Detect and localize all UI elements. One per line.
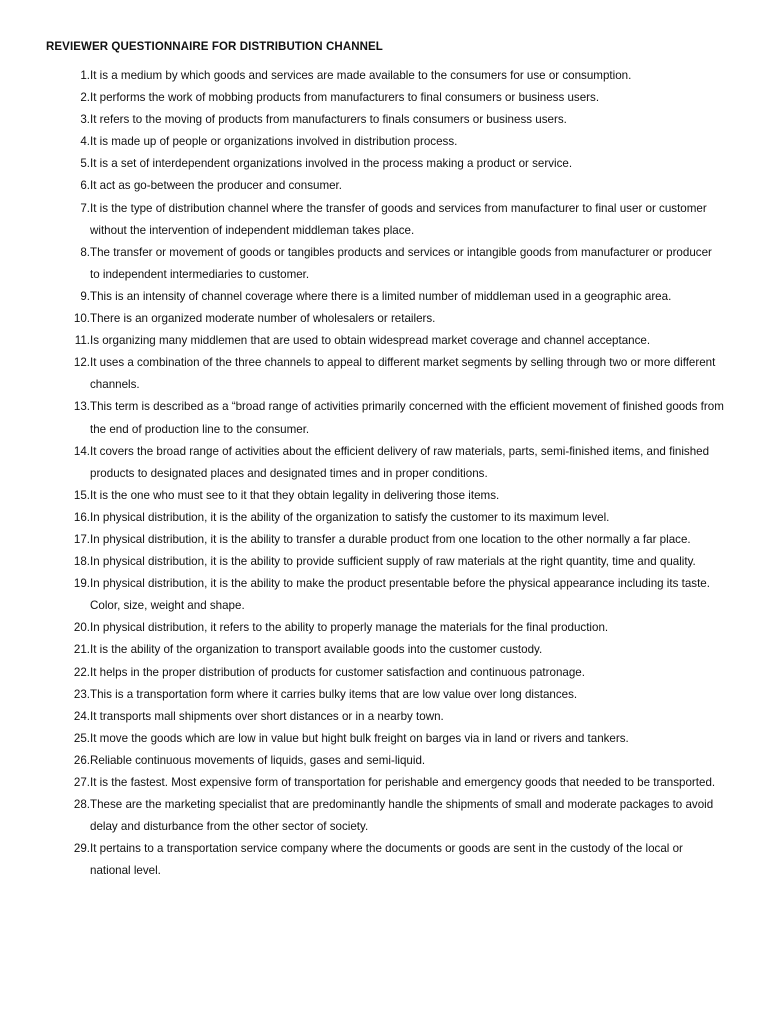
question-text: This is an intensity of channel coverage where there is a limited number of middleman used in a geographic area. — [90, 289, 672, 303]
question-text: It is a set of interdependent organizations involved in the process making a product or service. — [90, 157, 573, 171]
question-item — [46, 396, 724, 440]
question-number — [46, 507, 90, 529]
question-item — [46, 441, 724, 485]
question-item — [46, 507, 724, 529]
question-text: The transfer or movement of goods or tangibles products and services or intangible goods from manufacturer or producer to independent intermediaries to customer. — [90, 245, 712, 281]
question-number-label: 13. — [73, 400, 90, 414]
question-text: It uses a combination of the three channels to appeal to different market segments by selling through two or more different channels. — [90, 356, 716, 392]
question-number-label: 1. — [80, 69, 90, 82]
question-item — [46, 750, 724, 772]
question-text: In physical distribution, it is the ability of the organization to satisfy the customer to its maximum level. — [90, 510, 610, 524]
question-text: In physical distribution, it is the ability to make the product presentable before the physical appearance including its taste. Color, size, weight and shape. — [90, 577, 710, 613]
question-number — [46, 485, 90, 507]
question-text: It is a medium by which goods and services are made available to the consumers for use or consumption. — [90, 69, 632, 82]
page-title: REVIEWER QUESTIONNAIRE FOR DISTRIBUTION CHANNEL — [46, 41, 383, 53]
question-number-label: 16. — [73, 510, 90, 524]
question-number — [46, 684, 90, 706]
question-text: There is an organized moderate number of wholesalers or retailers. — [90, 312, 436, 326]
question-item — [46, 794, 724, 838]
question-item — [46, 838, 724, 882]
question-item — [46, 65, 724, 87]
question-number-label: 7. — [80, 201, 90, 215]
question-text: It refers to the moving of products from manufacturers to finals consumers or business users. — [90, 113, 567, 127]
question-text: Is organizing many middlemen that are used to obtain widespread market coverage and channel acceptance. — [90, 334, 651, 348]
question-item — [46, 308, 724, 330]
question-number — [46, 662, 90, 684]
question-item — [46, 352, 724, 396]
question-number — [46, 772, 90, 794]
question-number — [46, 573, 90, 595]
question-item — [46, 639, 724, 661]
question-number-label: 26. — [73, 753, 90, 767]
question-text: It is the one who must see to it that they obtain legality in delivering those items. — [90, 488, 500, 502]
question-number — [46, 87, 90, 109]
question-text: It performs the work of mobbing products from manufacturers to final consumers or business users. — [90, 91, 600, 105]
question-text: In physical distribution, it is the ability to transfer a durable product from one location to the other normally a far place. — [90, 532, 691, 546]
question-item — [46, 617, 724, 639]
question-number-label: 5. — [80, 157, 90, 171]
question-number — [46, 153, 90, 175]
question-text: It pertains to a transportation service company where the documents or goods are sent in the custody of the local or national level. — [90, 842, 683, 878]
question-number — [46, 131, 90, 153]
question-text: This term is described as a “broad range of activities primarily concerned with the efficient movement of finished goods from the end of production line to the consumer. — [90, 400, 724, 436]
question-number-label: 19. — [73, 577, 90, 591]
question-number-label: 23. — [73, 687, 90, 701]
question-number-label: 8. — [80, 245, 90, 259]
question-number — [46, 617, 90, 639]
question-number-label: 28. — [73, 798, 90, 812]
question-text: It act as go-between the producer and consumer. — [90, 179, 342, 193]
question-number — [46, 750, 90, 772]
question-number-label: 24. — [73, 709, 90, 723]
question-item — [46, 684, 724, 706]
question-number-label: 9. — [80, 289, 90, 303]
question-number-label: 14. — [73, 444, 90, 458]
question-text: In physical distribution, it refers to the ability to properly manage the materials for the final production. — [90, 621, 609, 635]
question-number — [46, 551, 90, 573]
question-number — [46, 639, 90, 661]
question-number-label: 15. — [73, 488, 90, 502]
question-text: It is made up of people or organizations involved in distribution process. — [90, 135, 458, 149]
question-number-label: 27. — [73, 776, 90, 789]
question-number — [46, 198, 90, 220]
question-item — [46, 242, 724, 286]
question-text: This is a transportation form where it carries bulky items that are low value over long distances. — [90, 687, 578, 701]
question-number-label: 29. — [73, 842, 90, 856]
question-number — [46, 396, 90, 418]
question-item — [46, 485, 724, 507]
question-text: It is the type of distribution channel where the transfer of goods and services from manufacturer to final user or customer without the intervention of independent middleman takes place. — [90, 201, 707, 237]
question-number — [46, 529, 90, 551]
question-number — [46, 330, 90, 352]
question-item — [46, 153, 724, 175]
question-item — [46, 706, 724, 728]
question-text: It is the fastest. Most expensive form of transportation for perishable and emergency goods that needed to be transported. — [90, 776, 716, 789]
question-item — [46, 330, 724, 352]
question-number-label: 21. — [73, 643, 90, 657]
question-number — [46, 352, 90, 374]
question-text: It covers the broad range of activities about the efficient delivery of raw materials, parts, semi-finished items, and finished products to designated places and designated times and in proper conditions. — [90, 444, 710, 480]
question-text: It move the goods which are low in value but hight bulk freight on barges via in land or rivers and tankers. — [90, 731, 629, 745]
question-item — [46, 772, 724, 794]
question-text: In physical distribution, it is the ability to provide sufficient supply of raw materials at the right quantity, time and quality. — [90, 555, 696, 569]
question-number — [46, 286, 90, 308]
question-number-label: 18. — [73, 555, 90, 569]
question-number — [46, 728, 90, 750]
question-number-label: 11. — [74, 334, 90, 348]
question-item — [46, 529, 724, 551]
question-number — [46, 838, 90, 860]
question-item — [46, 175, 724, 197]
question-item — [46, 198, 724, 242]
question-number-label: 12. — [73, 356, 90, 370]
question-number-label: 2. — [80, 91, 90, 105]
question-number-label: 6. — [80, 179, 90, 193]
question-number — [46, 706, 90, 728]
question-text: These are the marketing specialist that are predominantly handle the shipments of small and moderate packages to avoid delay and disturbance from the other sector of society. — [90, 798, 714, 834]
question-number — [46, 175, 90, 197]
question-number-label: 4. — [80, 135, 90, 149]
question-item — [46, 662, 724, 684]
question-text: It is the ability of the organization to transport available goods into the customer custody. — [90, 643, 543, 657]
question-item — [46, 109, 724, 131]
question-item — [46, 728, 724, 750]
question-item — [46, 551, 724, 573]
question-number-label: 25. — [73, 731, 90, 745]
question-number-label: 17. — [73, 532, 90, 546]
question-item — [46, 286, 724, 308]
question-number-label: 22. — [73, 665, 90, 679]
question-number-label: 20. — [73, 621, 90, 635]
question-item — [46, 131, 724, 153]
question-number-label: 3. — [80, 113, 90, 127]
question-number — [46, 308, 90, 330]
question-number — [46, 65, 90, 87]
question-number — [46, 794, 90, 816]
question-item — [46, 87, 724, 109]
question-number — [46, 242, 90, 264]
question-number — [46, 109, 90, 131]
question-list — [46, 65, 724, 882]
question-number — [46, 441, 90, 463]
question-number-label: 10. — [73, 312, 90, 326]
question-text: It transports mall shipments over short distances or in a nearby town. — [90, 709, 444, 723]
question-text: Reliable continuous movements of liquids, gases and semi-liquid. — [90, 753, 426, 767]
question-text: It helps in the proper distribution of products for customer satisfaction and continuous patronage. — [90, 665, 585, 679]
question-item — [46, 573, 724, 617]
